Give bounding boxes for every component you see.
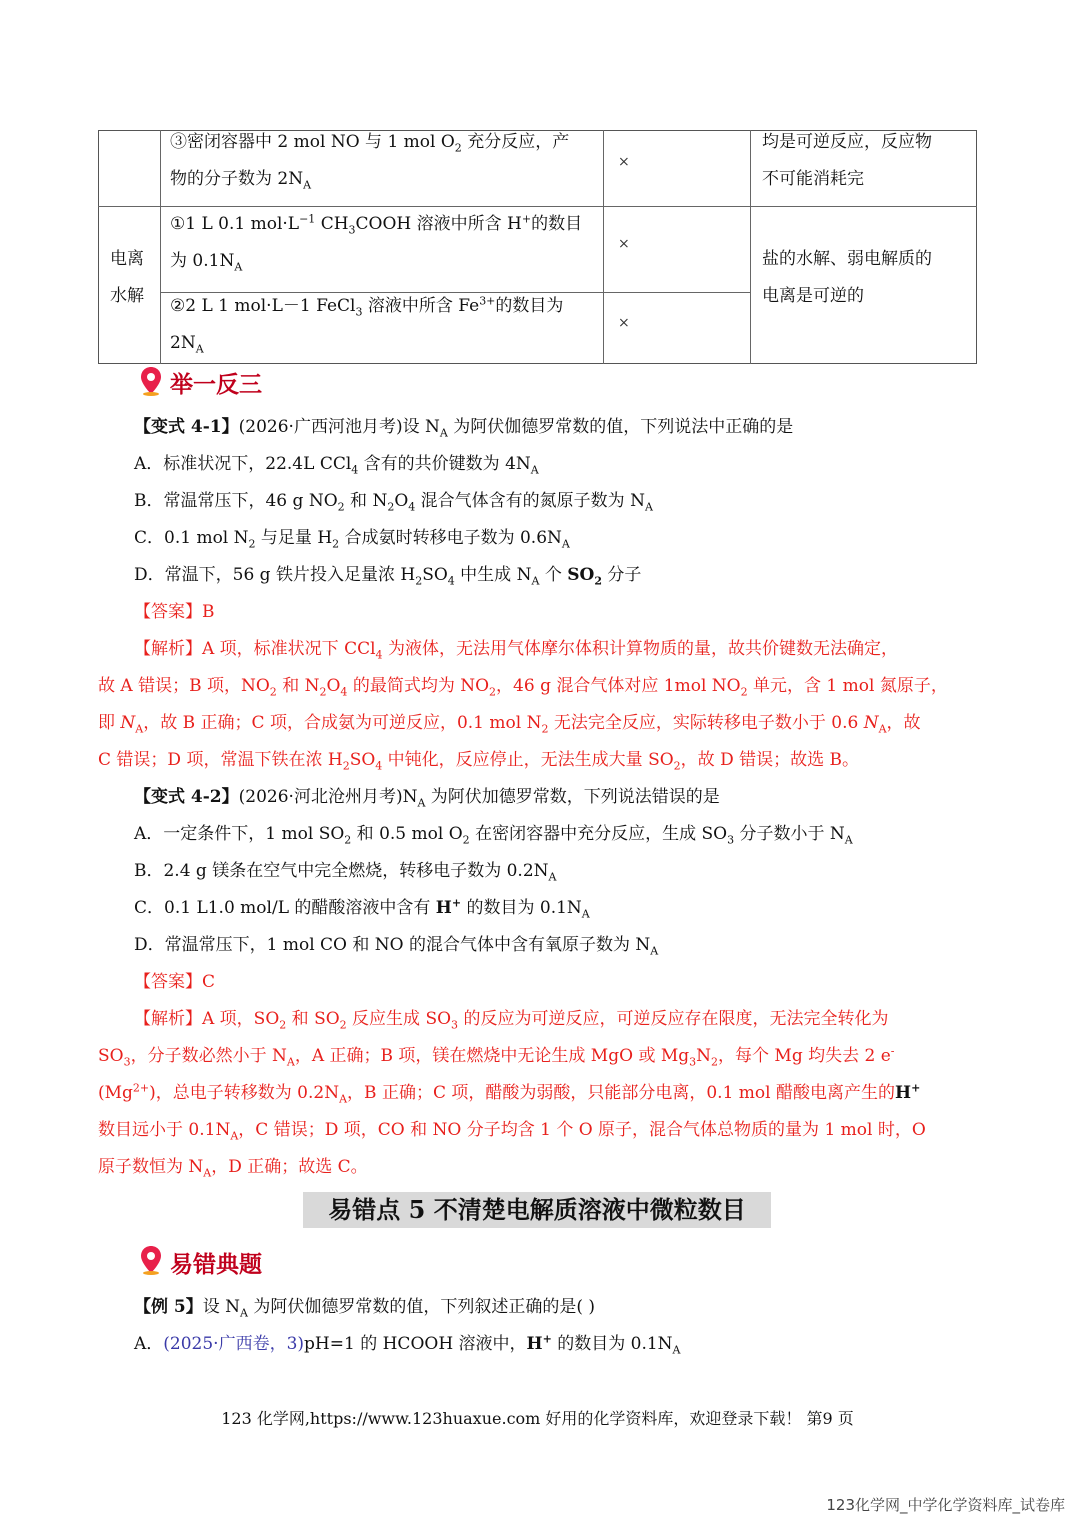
- section-heading-typical: 易错典题: [170, 1252, 262, 1278]
- option-c: C．0.1 mol $N_2$ 与足量 $H_2$ 合成氨时转移电子数为 $0.6N_A$: [134, 528, 570, 551]
- table-rule: [750, 130, 751, 364]
- section-heading-practice: 举一反三: [170, 372, 262, 398]
- judge-wrong-mark: ×: [618, 154, 630, 170]
- question-stem-example-5: 【例 5】设 $N_A$ 为阿伏伽德罗常数的值，下列叙述正确的是( ): [134, 1297, 596, 1320]
- analysis-4-1-line1: 【解析】A 项，标准状况下 CCl$_4$ 为液体，无法用气体摩尔体积计算物质的量，故共价键数无法确定，: [134, 639, 898, 662]
- analysis-4-2-line1: 【解析】A 项，$SO_2$ 和 $SO_2$ 反应生成 $SO_3$ 的反应为可逆反应，可逆反应存在限度，无法完全转化为: [134, 1009, 889, 1032]
- page-footer: 123 化学网,https://www.123huaxue.com 好用的化学资料库，欢迎登录下载！ 第9 页: [221, 1409, 854, 1428]
- option-d: D．常温下，56 g 铁片投入足量浓 $H_2SO_4$ 中生成 $N_A$ 个 $SO_2$ 分子: [134, 565, 642, 588]
- option-b: B．常温常压下，46 g $NO_2$ 和 $N_2O_4$ 混合气体含有的氮原子数为 $N_A$: [134, 491, 653, 514]
- table-group-label: 电离 水解: [110, 249, 144, 306]
- option-a: A．(2025·广西卷，3)pH=1 的 HCOOH 溶液中，H+ 的数目为 $0.1N_A$: [134, 1332, 681, 1357]
- analysis-4-1-line3: 即 $N_A$，故 B 正确；C 项，合成氨为可逆反应，0.1 mol $N_2$ 无法完全反应，实际转移电子数小于 0.6 $N_A$，故: [98, 713, 921, 736]
- table-item-1: ①1 L 0.1 $mol\cdot L^{-1}$ $CH_3COOH$ 溶液中所含 H+的数目 为 $0.1N_A$: [170, 212, 583, 274]
- answer-4-2: 【答案】C: [134, 972, 216, 992]
- table-rule: [603, 130, 604, 364]
- analysis-4-2-line2: $SO_3$，分子数必然小于 $N_A$，A 正确；B 项，镁在燃烧中无论生成 MgO 或 $Mg_3N_2$，每个 Mg 均失去 2 e-: [98, 1044, 895, 1069]
- table-item-2: ②2 L 1 mol·L－1 FeCl$_3$ 溶液中所含 $Fe^{3+}$的数目为 $2N_A$: [170, 294, 564, 356]
- option-a: A．标准状况下，22.4L CCl$_4$ 含有的共价键数为 $4N_A$: [134, 454, 539, 477]
- analysis-4-1-line2: 故 A 错误；B 项，$NO_2$ 和 $N_2O_4$ 的最简式均为 $NO_2$，46 g 混合气体对应 1mol $NO_2$ 单元，含 1 mol 氮原子，: [98, 676, 948, 699]
- option-d: D．常温常压下，1 mol CO 和 NO 的混合气体中含有氧原子数为 $N_A$: [134, 935, 659, 958]
- analysis-4-1-line4: C 错误；D 项，常温下铁在浓 $H_2SO_4$ 中钝化，反应停止，无法生成大量 $SO_2$，故 D 错误；故选 B。: [98, 750, 860, 773]
- table-reason-1: 均是可逆反应，反应物 不可能消耗完: [762, 132, 932, 189]
- table-item-3: ③密闭容器中 2 mol NO 与 1 mol $O_2$ 充分反应，产 物的分子数为 $2N_A$: [170, 132, 570, 192]
- option-c: C．0.1 L1.0 mol/L 的醋酸溶液中含有 H+ 的数目为 $0.1N_A$: [134, 896, 590, 921]
- location-pin-icon: [140, 366, 162, 396]
- location-pin-icon: [140, 1245, 162, 1275]
- site-watermark: 123化学网_中学化学资料库_试卷库: [826, 1496, 1065, 1514]
- question-stem-4-2: 【变式 4-2】(2026·河北沧州月考)$N_A$ 为阿伏加德罗常数，下列说法错误的是: [134, 787, 720, 810]
- option-a: A．一定条件下，1 mol $SO_2$ 和 0.5 mol $O_2$ 在密闭容器中充分反应，生成 $SO_3$ 分子数小于 $N_A$: [134, 824, 853, 847]
- table-rule: [160, 130, 161, 364]
- judge-wrong-mark: ×: [618, 236, 630, 252]
- table-reason-2: 盐的水解、弱电解质的 电离是可逆的: [762, 249, 932, 306]
- analysis-4-2-line5: 原子数恒为 $N_A$，D 正确；故选 C。: [98, 1157, 368, 1180]
- answer-4-1: 【答案】B: [134, 602, 215, 622]
- option-b: B．2.4 g 镁条在空气中完全燃烧，转移电子数为 $0.2N_A$: [134, 861, 557, 884]
- analysis-4-2-line4: 数目远小于 $0.1N_A$，C 错误；D 项，CO 和 NO 分子均含 1 个 O 原子，混合气体总物质的量为 1 mol 时，O: [98, 1120, 926, 1143]
- section-title-error-point-5: 易错点 5 不清楚电解质溶液中微粒数目: [303, 1192, 771, 1228]
- question-stem-4-1: 【变式 4-1】(2026·广西河池月考)设 $N_A$ 为阿伏伽德罗常数的值，下列说法中正确的是: [134, 417, 794, 440]
- judge-wrong-mark: ×: [618, 315, 630, 331]
- analysis-4-2-line3: $(Mg^{2+})$，总电子转移数为 $0.2N_A$，B 正确；C 项，醋酸为弱酸，只能部分电离，0.1 mol 醋酸电离产生的H+: [98, 1081, 921, 1106]
